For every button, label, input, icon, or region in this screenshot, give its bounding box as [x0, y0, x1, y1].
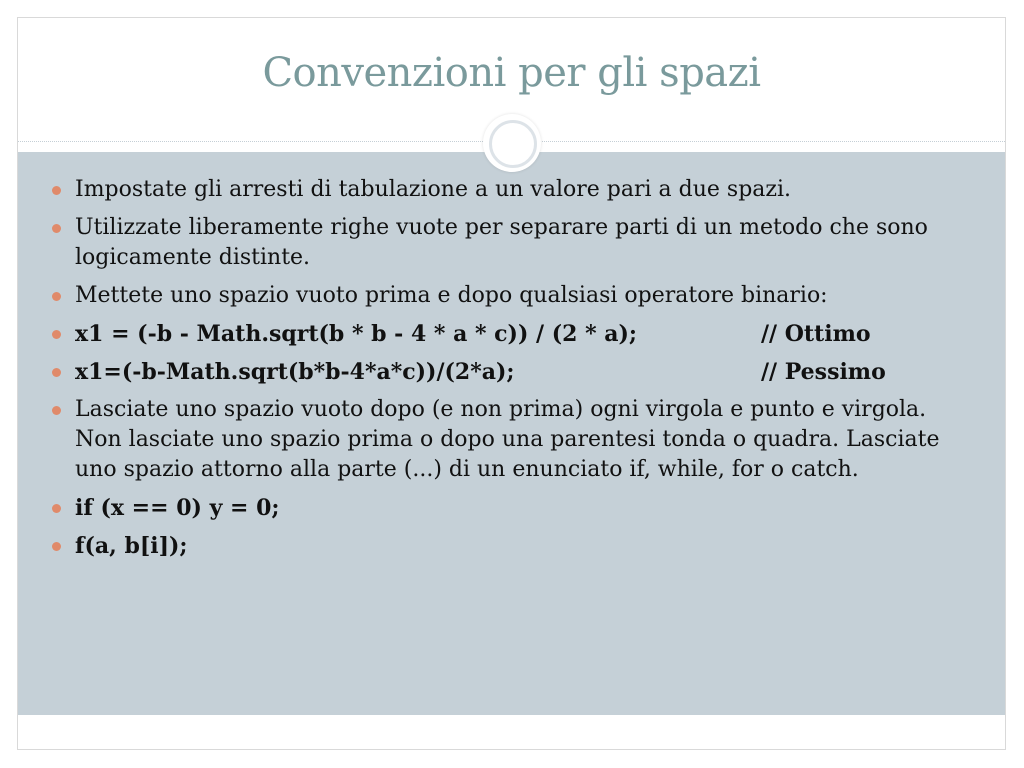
- bullet-text: Mettete uno spazio vuoto prima e dopo qualsiasi operatore binario:: [75, 283, 828, 308]
- bullet-item: [48, 175, 948, 205]
- bullet-dot-icon: [52, 330, 61, 339]
- circle-ornament-icon: [483, 114, 541, 172]
- bullet-text: Impostate gli arresti di tabulazione a un valore pari a due spazi.: [75, 177, 792, 202]
- code-example-good: [48, 319, 948, 349]
- code-example-bad: [48, 357, 948, 387]
- code-text: f(a, b[i]);: [75, 533, 188, 559]
- code-text: x1=(-b-Math.sqrt(b*b-4*a*c))/(2*a);: [75, 359, 515, 385]
- code-comment: // Pessimo: [761, 359, 886, 385]
- bullet-item: [48, 395, 948, 485]
- bullet-text: Lasciate uno spazio vuoto dopo (e non prima) ogni virgola e punto e virgola. Non lasciate uno spazio prima o dopo una parentesi tonda o quadra. Lasciate uno spazio attorno alla parte (...) di un enunciato if, while, for o catch.: [75, 397, 940, 482]
- code-example-if: [48, 493, 948, 523]
- code-example-call: [48, 531, 948, 561]
- code-text: x1 = (-b - Math.sqrt(b * b - 4 * a * c)) / (2 * a);: [75, 321, 638, 347]
- bullet-item: [48, 213, 948, 273]
- bullet-item: [48, 281, 948, 311]
- code-comment: // Ottimo: [761, 321, 871, 347]
- bullet-dot-icon: [52, 504, 61, 513]
- bullet-list: [48, 175, 948, 569]
- bullet-dot-icon: [52, 292, 61, 301]
- bullet-dot-icon: [52, 368, 61, 377]
- bullet-dot-icon: [52, 542, 61, 551]
- code-text: if (x == 0) y = 0;: [75, 495, 280, 521]
- bullet-dot-icon: [52, 224, 61, 233]
- bullet-dot-icon: [52, 406, 61, 415]
- slide-title: Convenzioni per gli spazi: [262, 50, 761, 96]
- bullet-text: Utilizzate liberamente righe vuote per separare parti di un metodo che sono logicamente distinte.: [75, 215, 928, 270]
- bullet-dot-icon: [52, 186, 61, 195]
